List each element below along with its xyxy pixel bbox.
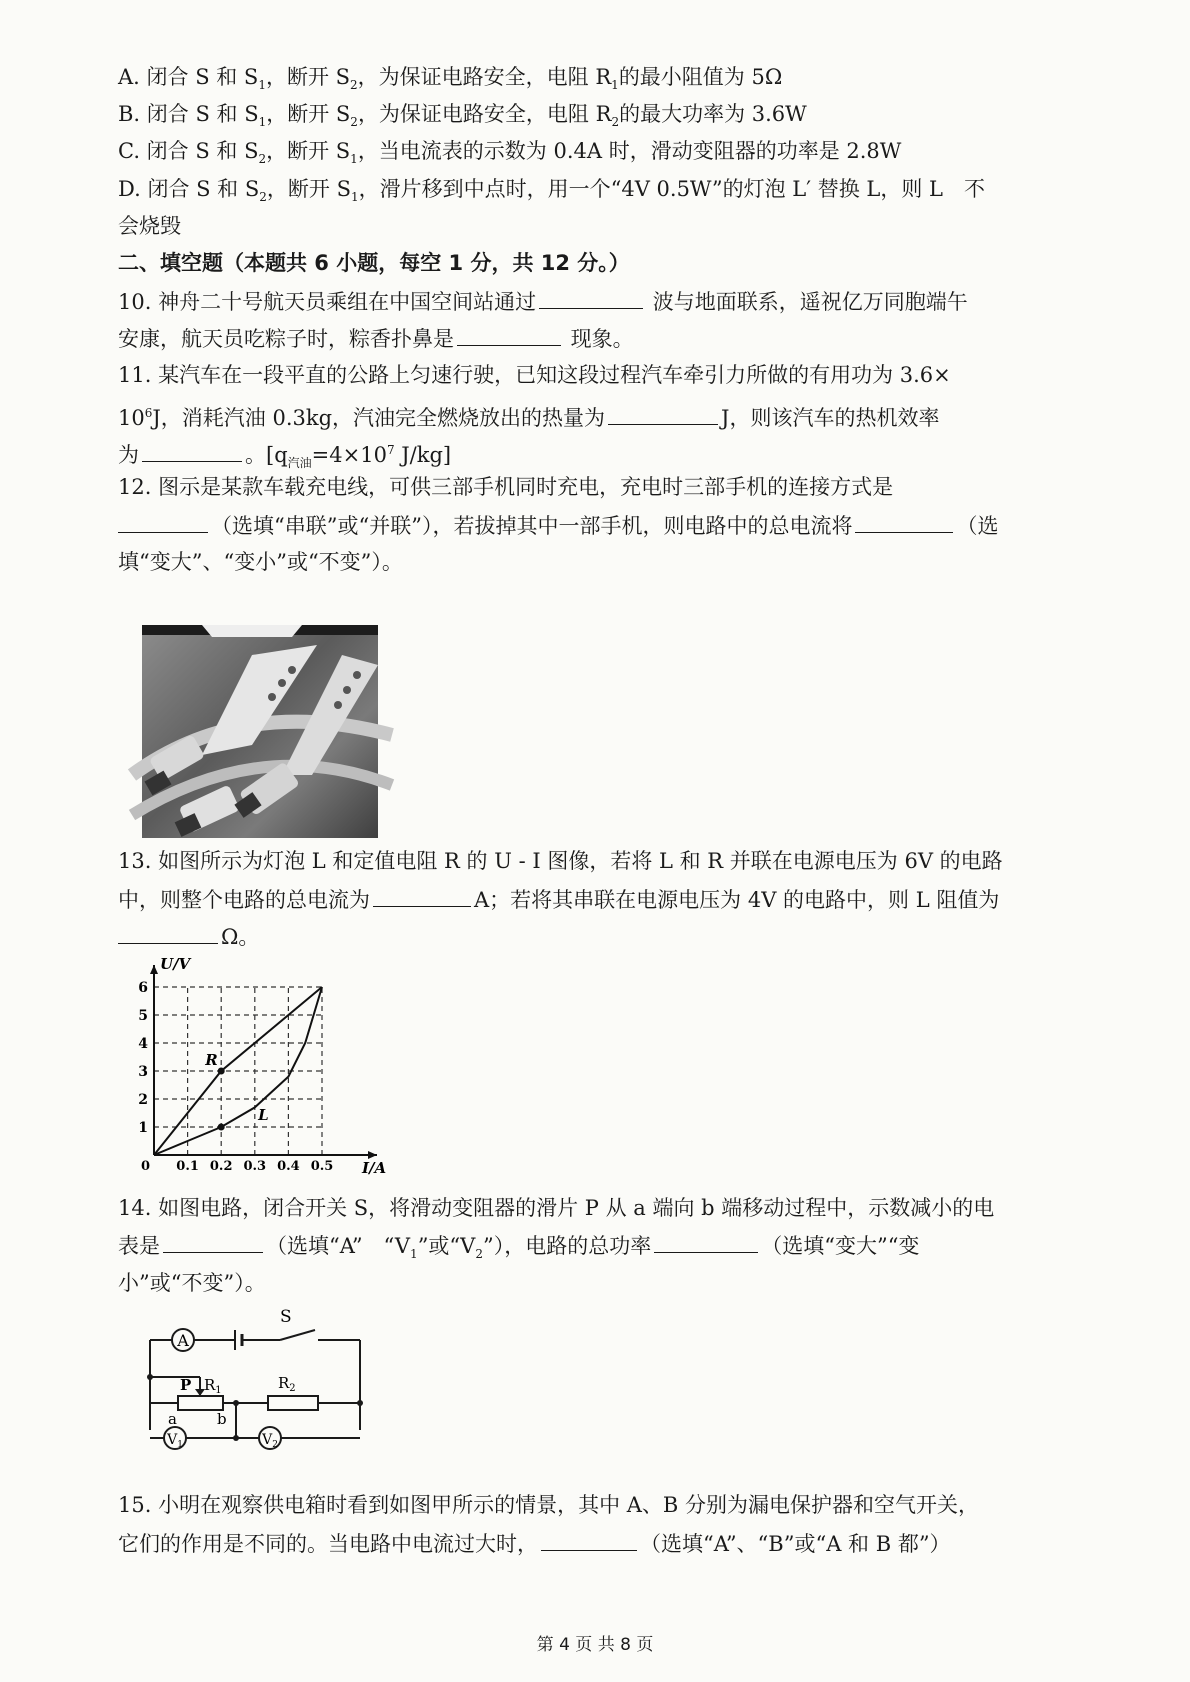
x-tick-label: 0.4 (277, 1159, 300, 1174)
answer-blank[interactable] (118, 921, 218, 944)
answer-blank[interactable] (539, 286, 643, 309)
question-13-line3: Ω。 (118, 921, 259, 952)
y-tick-label: 4 (138, 1036, 148, 1052)
end-b-label: b (217, 1410, 227, 1428)
question-13-line2: 中，则整个电路的总电流为 A；若将其串联在电源电压为 4V 的电路中，则 L 阻值为 (118, 884, 999, 915)
r1-label: $R_1$ (204, 1376, 222, 1396)
option-c: C. 闭合 S 和 $S_2$，断开 $S_1$，当电流表的示数为 0.4A 时，滑动变阻器的功率是 2.8W (118, 139, 902, 167)
question-11-line2: $10^6J$，消耗汽油 0.3kg，汽油完全燃烧放出的热量为 J，则该汽车的热机效率 (118, 398, 939, 433)
y-tick-label: 6 (138, 980, 148, 996)
question-10-line2: 安康，航天员吃粽子时，粽香扑鼻是 现象。 (118, 323, 634, 354)
answer-blank[interactable] (373, 884, 471, 907)
answer-blank[interactable] (457, 323, 561, 346)
question-11-line3: 为 。[$q_{汽油}=4\times 10^7$ J/kg] (118, 435, 451, 478)
series-r-label: R (205, 1051, 218, 1069)
question-14-line2: 表是 （选填“A” “$V_1$”或“$V_2$”），电路的总功率 （选填“变大”“变 (118, 1230, 919, 1269)
question-12-line2: （选填“串联”或“并联”），若拔掉其中一部手机，则电路中的总电流将 （选 (118, 510, 998, 541)
question-15-line2: 它们的作用是不同的。当电路中电流过大时， （选填“A”、“B”或“A 和 B 都”） (118, 1528, 951, 1559)
answer-blank[interactable] (541, 1528, 637, 1551)
series-l-point (218, 1124, 225, 1131)
answer-blank[interactable] (608, 402, 718, 425)
y-tick-label: 2 (138, 1092, 148, 1108)
x-tick-label: 0.5 (310, 1159, 334, 1174)
option-d: D. 闭合 S 和 $S_2$，断开 $S_1$，滑片移到中点时，用一个“4V 0.5W”的灯泡 L′ 替换 L，则 L 不 (118, 177, 985, 205)
section-heading: 二、填空题（本题共 6 小题，每空 1 分，共 12 分。） (118, 251, 630, 275)
ammeter-label: A (177, 1331, 189, 1350)
y-tick-label: 3 (138, 1064, 148, 1080)
r2-label: $R_2$ (278, 1374, 296, 1394)
circuit-diagram (140, 1300, 380, 1450)
y-tick-label: 5 (138, 1008, 148, 1024)
question-10: 10. 神舟二十号航天员乘组在中国空间站通过 波与地面联系，遥祝亿万同胞端午 (118, 286, 968, 317)
voltmeter-1-label: $V_1$ (167, 1432, 183, 1450)
u-i-chart (138, 955, 420, 1180)
series-l-label: L (258, 1106, 269, 1124)
y-tick-label: 1 (138, 1120, 148, 1136)
x-axis-label: I/A (362, 1159, 387, 1177)
switch-label: S (280, 1307, 292, 1327)
answer-blank[interactable] (142, 439, 242, 462)
question-14: 14. 如图电路，闭合开关 S，将滑动变阻器的滑片 P 从 a 端向 b 端移动过程中，示数减小的电 (118, 1196, 995, 1220)
option-b: B. 闭合 S 和 $S_1$，断开 $S_2$，为保证电路安全，电阻 $R_2$的最大功率为 3.6W (118, 102, 807, 130)
origin-label: 0 (140, 1159, 150, 1174)
answer-blank[interactable] (855, 510, 953, 533)
answer-blank[interactable] (163, 1230, 263, 1253)
charging-cable-photo (142, 625, 378, 838)
voltmeter-2-label: $V_2$ (262, 1432, 278, 1450)
end-a-label: a (168, 1410, 177, 1428)
slider-label: P (180, 1376, 192, 1394)
question-12-line3: 填“变大”、“变小”或“不变”）。 (118, 550, 403, 574)
x-tick-label: 0.3 (243, 1159, 267, 1174)
question-14-line3: 小”或“不变”）。 (118, 1271, 266, 1295)
page-footer: 第 4 页 共 8 页 (536, 1635, 654, 1655)
question-12: 12. 图示是某款车载充电线，可供三部手机同时充电，充电时三部手机的连接方式是 (118, 475, 894, 499)
question-13: 13. 如图所示为灯泡 L 和定值电阻 R 的 U - I 图像，若将 L 和 R 并联在电源电压为 6V 的电路 (118, 849, 1003, 873)
y-axis-label: U/V (160, 955, 191, 973)
answer-blank[interactable] (118, 510, 208, 533)
option-a: A. 闭合 S 和 $S_1$，断开 $S_2$，为保证电路安全，电阻 $R_1$的最小阻值为 5Ω (118, 65, 783, 93)
answer-blank[interactable] (654, 1230, 758, 1253)
option-d-continued: 会烧毁 (118, 214, 181, 238)
x-tick-label: 0.1 (176, 1159, 199, 1174)
question-11: 11. 某汽车在一段平直的公路上匀速行驶，已知这段过程汽车牵引力所做的有用功为 3.6× (118, 363, 951, 387)
x-tick-label: 0.2 (209, 1159, 233, 1174)
y-axis-arrow (150, 965, 158, 974)
series-r-point (218, 1068, 225, 1075)
x-axis-arrow (368, 1151, 377, 1159)
question-15: 15. 小明在观察供电箱时看到如图甲所示的情景，其中 A、B 分别为漏电保护器和空气开关， (118, 1493, 980, 1517)
